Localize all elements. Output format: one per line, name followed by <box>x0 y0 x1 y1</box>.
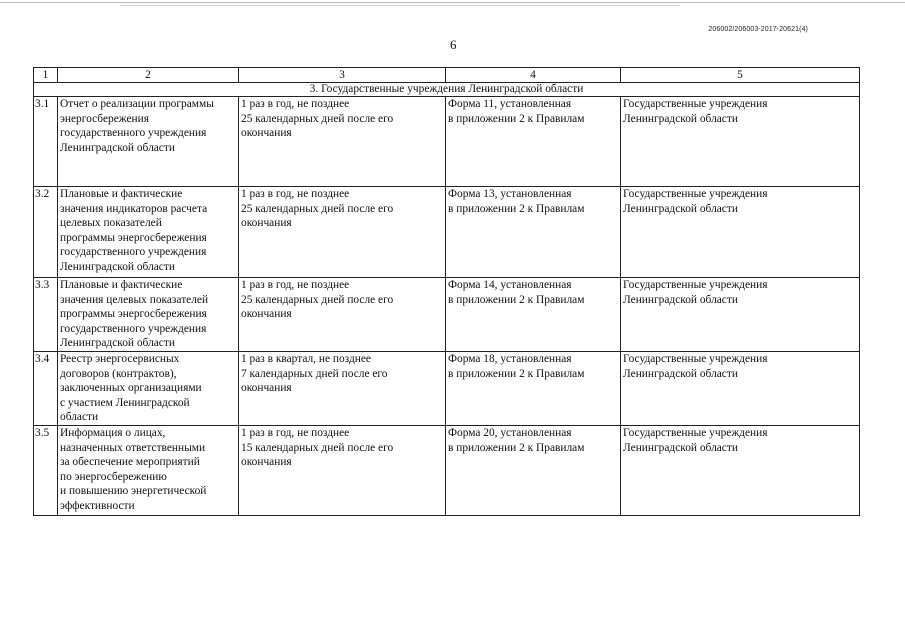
report-name-line: целевых показателей <box>60 217 162 230</box>
form-line: Форма 13, установленная <box>448 188 572 200</box>
report-name-line: энергосбережения <box>60 112 149 125</box>
report-name-line: Плановые и фактические <box>60 279 183 291</box>
submitter-line: Государственные учреждения <box>623 352 768 365</box>
deadline-line: 25 календарных дней после его <box>241 293 394 306</box>
deadline-cell <box>239 351 446 425</box>
form-line: в приложении 2 к Правилам <box>448 367 585 380</box>
deadline-line: 1 раз в год, не позднее <box>241 188 350 200</box>
form-line: в приложении 2 к Правилам <box>448 112 585 125</box>
submitter-line: Государственные учреждения <box>623 188 768 200</box>
table-row <box>34 278 860 352</box>
deadline-line: окончания <box>241 308 292 321</box>
deadline-line: 1 раз в год, не позднее <box>241 279 350 291</box>
page-number: 6 <box>450 37 457 52</box>
row-index: 3.2 <box>34 187 58 278</box>
report-name-line: Отчет о реализации программы <box>60 98 214 110</box>
report-name-line: государственного учреждения <box>60 127 207 140</box>
submitter-cell <box>621 278 860 352</box>
form-line: в приложении 2 к Правилам <box>448 293 585 306</box>
deadline-line: 1 раз в квартал, не позднее <box>241 352 371 365</box>
section-title: 3. Государственные учреждения Ленинградской области <box>34 83 860 97</box>
deadline-line: 1 раз в год, не позднее <box>241 98 350 110</box>
submitter-line: Государственные учреждения <box>623 426 768 439</box>
form-line: в приложении 2 к Правилам <box>448 441 585 454</box>
submitter-line: Государственные учреждения <box>623 98 768 110</box>
report-name-line: договоров (контрактов), <box>60 367 177 380</box>
column-number: 1 <box>34 68 58 83</box>
form-cell <box>446 351 621 425</box>
section-row <box>34 83 860 97</box>
report-name-line: государственного учреждения <box>60 322 207 335</box>
submitter-line: Ленинградской области <box>623 293 738 306</box>
report-name-line: назначенных ответственными <box>60 441 206 454</box>
form-line: в приложении 2 к Правилам <box>448 202 585 215</box>
deadline-cell <box>239 425 446 515</box>
report-name-line: значения индикаторов расчета <box>60 202 208 215</box>
report-name-line: по энергосбережению <box>60 470 167 483</box>
deadline-line: 25 календарных дней после его <box>241 202 394 215</box>
report-name-line: с участием Ленинградской <box>60 396 190 409</box>
report-name-line: программы энергосбережения <box>60 231 207 244</box>
deadline-line: окончания <box>241 382 292 395</box>
report-name-line: и повышению энергетической <box>60 485 207 498</box>
report-name-line: программы энергосбережения <box>60 308 207 321</box>
report-name-line: Ленинградской области <box>60 260 175 273</box>
row-index: 3.5 <box>34 425 58 515</box>
table-row <box>34 187 860 278</box>
form-line: Форма 18, установленная <box>448 352 572 365</box>
submitter-cell <box>621 97 860 187</box>
column-number: 4 <box>446 68 621 83</box>
report-name-line: Информация о лицах, <box>60 426 166 439</box>
table-row <box>34 351 860 425</box>
table-row <box>34 97 860 187</box>
form-line: Форма 20, установленная <box>448 426 572 439</box>
form-line: Форма 14, установленная <box>448 279 572 291</box>
report-name-cell <box>58 425 239 515</box>
report-name-line: области <box>60 411 99 424</box>
deadline-line: окончания <box>241 217 292 230</box>
deadline-line: окончания <box>241 456 292 469</box>
column-number: 5 <box>621 68 860 83</box>
deadline-cell <box>239 97 446 187</box>
report-name-line: Реестр энергосервисных <box>60 352 180 365</box>
form-cell <box>446 187 621 278</box>
scan-edge-line <box>120 5 680 6</box>
form-cell <box>446 97 621 187</box>
report-name-line: Ленинградской области <box>60 337 175 350</box>
report-name-line: Ленинградской области <box>60 141 175 154</box>
column-number-row <box>34 68 860 83</box>
submitter-cell <box>621 351 860 425</box>
deadline-cell <box>239 278 446 352</box>
row-index: 3.3 <box>34 278 58 352</box>
submitter-line: Ленинградской области <box>623 367 738 380</box>
submitter-line: Ленинградской области <box>623 112 738 125</box>
report-name-line: государственного учреждения <box>60 246 207 259</box>
scan-edge-line <box>0 2 905 3</box>
submitter-line: Государственные учреждения <box>623 279 768 291</box>
report-name-cell <box>58 278 239 352</box>
row-index: 3.4 <box>34 351 58 425</box>
reporting-table <box>33 67 860 516</box>
form-cell <box>446 425 621 515</box>
report-name-line: Плановые и фактические <box>60 188 183 200</box>
report-name-cell <box>58 351 239 425</box>
deadline-line: 7 календарных дней после его <box>241 367 388 380</box>
deadline-line: окончания <box>241 127 292 140</box>
report-name-line: заключенных организациями <box>60 382 202 395</box>
column-number: 3 <box>239 68 446 83</box>
report-name-line: значения целевых показателей <box>60 293 209 306</box>
deadline-line: 25 календарных дней после его <box>241 112 394 125</box>
form-line: Форма 11, установленная <box>448 98 572 110</box>
submitter-line: Ленинградской области <box>623 441 738 454</box>
report-name-line: эффективности <box>60 499 135 512</box>
deadline-cell <box>239 187 446 278</box>
submitter-cell <box>621 425 860 515</box>
form-cell <box>446 278 621 352</box>
report-name-line: за обеспечение мероприятий <box>60 456 200 469</box>
row-index: 3.1 <box>34 97 58 187</box>
document-code: 206002/206003-2017-20621(4) <box>708 26 808 33</box>
column-number: 2 <box>58 68 239 83</box>
table-row <box>34 425 860 515</box>
submitter-line: Ленинградской области <box>623 202 738 215</box>
submitter-cell <box>621 187 860 278</box>
deadline-line: 1 раз в год, не позднее <box>241 426 350 439</box>
report-name-cell <box>58 97 239 187</box>
report-name-cell <box>58 187 239 278</box>
deadline-line: 15 календарных дней после его <box>241 441 394 454</box>
